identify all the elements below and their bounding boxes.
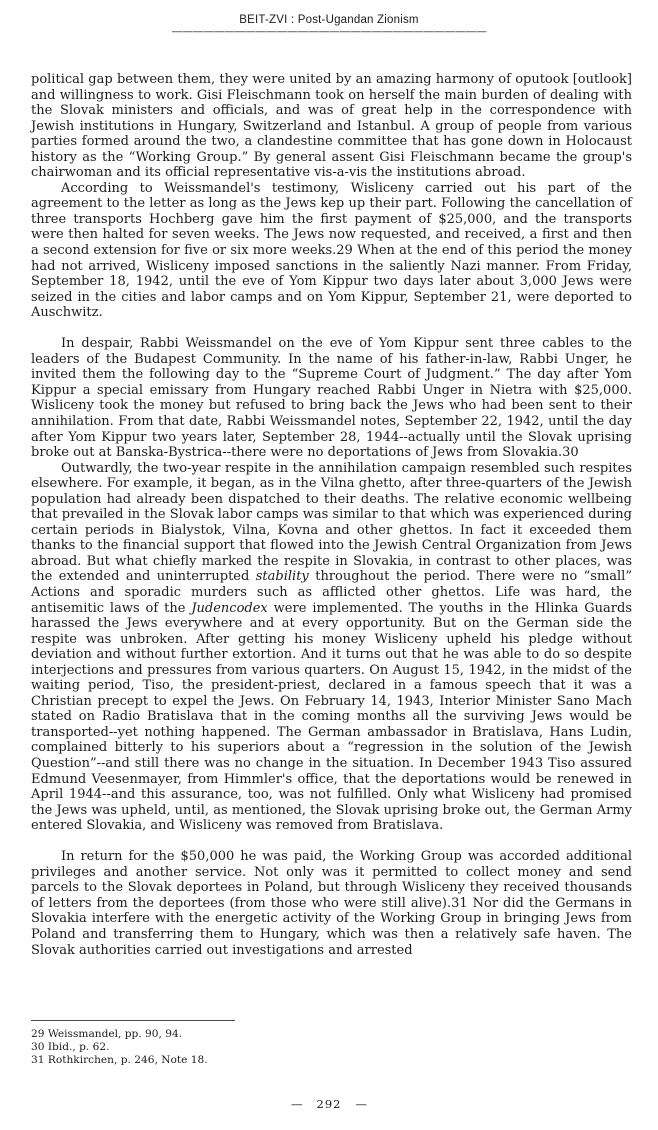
body-text xyxy=(31,72,632,958)
page-number-right-dash: — xyxy=(355,1097,367,1111)
footnote: 31 Rothkirchen, p. 246, Note 18. xyxy=(31,1054,208,1066)
footnote-rule xyxy=(31,1020,235,1021)
paragraph: In return for the $50,000 he was paid, the Working Group was accorded additional privileges and another service. Not only was it permitted to collect money and send parcels to the Slovak deportees in Poland, but through Wisliceny they received thousands of letters from the deportees (from those who were still alive).31 Nor did the Germans in Slovakia interfere with the energetic activity of the Working Group in bringing Jews from Poland and transferring them to Hungary, which was then a relatively safe haven. The Slovak authorities carried out investigations and arrested xyxy=(31,849,632,958)
running-title: BEIT-ZVI : Post-Ugandan Zionism xyxy=(239,14,419,26)
footnote: 29 Weissmandel, pp. 90, 94. xyxy=(31,1028,183,1040)
paragraph: In despair, Rabbi Weissmandel on the eve of Yom Kippur sent three cables to the leaders of the Budapest Community. In the name of his father-in-law, Rabbi Unger, he invited them the following day to the “Supreme Court of Judgment.” The day after Yom Kippur a special emissary from Hungary reached Rabbi Unger in Nietra with $25,000. Wisliceny took the money but refused to bring back the Jews who had been sent to their annihilation. From that date, Rabbi Weissmandel notes, September 22, 1942, until the day after Yom Kippur two years later, September 28, 1944--actually until the Slovak uprising broke out at Banska-Bystrica--there were no deportations of Jews from Slovakia.30 xyxy=(31,336,632,461)
footnotes xyxy=(31,1028,632,1067)
footnote-block xyxy=(31,1020,632,1067)
page-number-value: 292 xyxy=(316,1097,342,1111)
footnote: 30 Ibid., p. 62. xyxy=(31,1041,110,1053)
page-number xyxy=(0,1097,658,1111)
paragraph: According to Weissmandel's testimony, Wisliceny carried out his part of the agreement to the letter as long as the Jews kep up their part. Following the cancellation of three transports Hochberg gave him the first payment of $25,000, and the transports were then halted for seven weeks. The Jews now requested, and received, a first and then a second extension for five or six more weeks.29 When at the end of this period the money had not arrived, Wisliceny imposed sanctions in the saliently Nazi manner. From Friday, September 18, 1942, until the eve of Yom Kippur two days later about 3,000 Jews were seized in the cities and labor camps and on Yom Kippur, September 21, were deported to Auschwitz. xyxy=(31,180,632,321)
page-number-left-dash: — xyxy=(291,1097,303,1111)
paragraph: Outwardly, the two-year respite in the annihilation campaign resembled such respites elsewhere. For example, it began, as in the Vilna ghetto, after three-quarters of the Jewish population had already been dispatched to their deaths. The relative economic wellbeing that prevailed in the Slovak labor camps was similar to that which was experienced during certain periods in Bialystok, Vilna, Kovna and other ghettos. In fact it exceeded them thanks to the financial support that flowed into the Jewish Central Organization from Jews abroad. But what chiefly marked the respite in Slovakia, in contrast to other places, was the extended and uninterrupted stability throughout the period. There were no “small” Actions and sporadic murders such as afflicted other ghettos. Life was hard, the antisemitic laws of the Judencodex were implemented. The youths in the Hlinka Guards harassed the Jews everywhere and at every opportunity. But on the German side the respite was unbroken. After getting his money Wisliceny upheld his pledge without deviation and without further extortion. And it turns out that he was able to do so despite interjections and pressures from various quarters. On August 15, 1942, in the midst of the waiting period, Tiso, the president-priest, declared in a famous speech that it was a Christian precept to expel the Jews. On February 14, 1943, Interior Minister Sano Mach stated on Radio Bratislava that in the coming months all the surviving Jews would be transported--yet nothing happened. The German ambassador in Bratislava, Hans Ludin, complained bitterly to his superiors about a “regression in the solution of the Jewish Question”--and still there was no change in the situation. In December 1943 Tiso assured Edmund Veesenmayer, from Himmler's office, that the deportations would be renewed in April 1944--and this assurance, too, was not fulfilled. Only what Wisliceny had promised the Jews was upheld, until, as mentioned, the Slovak uprising broke out, the German Army entered Slovakia, and Wisliceny was removed from Bratislava. xyxy=(31,460,632,834)
header-rule: —————————————————————————————— xyxy=(171,27,487,38)
paragraph: political gap between them, they were united by an amazing harmony of oputook [outlook] and willingness to work. Gisi Fleischmann took on herself the main burden of dealing with the Slovak ministers and officials, and was of great help in the correspondence with Jewish institutions in Hungary, Switzerland and Istanbul. A group of people from various parties formed around the two, a clandestine committee that has gone down in Holocaust history as the “Working Group.” By general assent Gisi Fleischmann became the group's chairwoman and its official representative vis-a-vis the institutions abroad. xyxy=(31,72,632,181)
page-header xyxy=(0,14,658,39)
